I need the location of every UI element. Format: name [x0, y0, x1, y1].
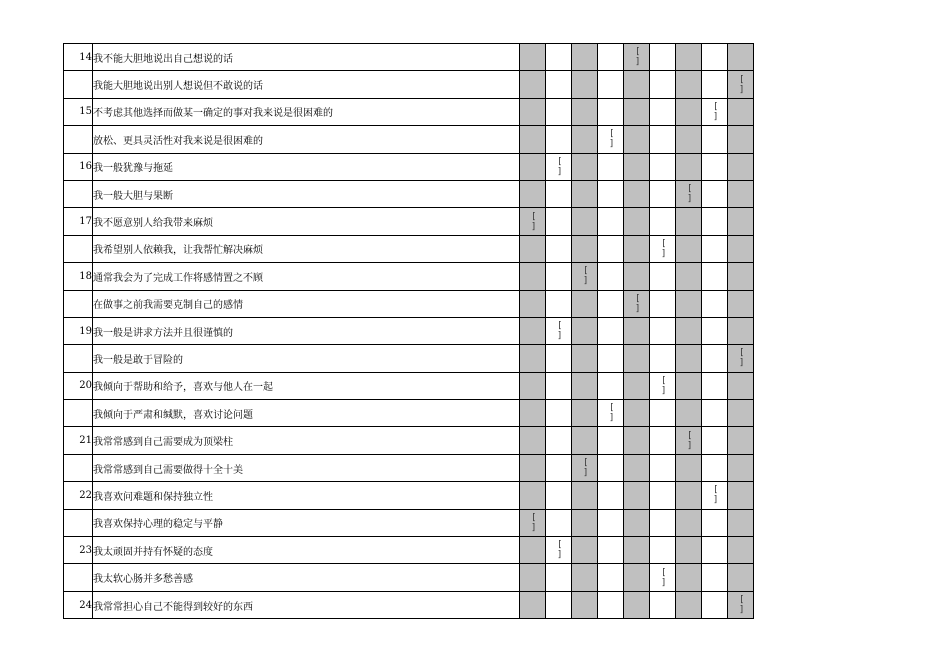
bracket-close: ] — [713, 111, 719, 122]
bracket-open: [ — [713, 485, 719, 496]
answer-cell[interactable] — [676, 454, 702, 481]
answer-cell[interactable] — [676, 153, 702, 180]
bracket-close: ] — [661, 248, 667, 259]
answer-cell[interactable] — [546, 126, 572, 153]
answer-cell[interactable] — [598, 44, 624, 71]
answer-cell[interactable] — [546, 263, 572, 290]
answer-cell[interactable] — [624, 591, 650, 618]
bracket-close: ] — [687, 194, 693, 205]
answer-cell[interactable] — [546, 71, 572, 98]
answer-cell[interactable] — [650, 537, 676, 564]
answer-cell[interactable] — [728, 400, 754, 427]
bracket-close: ] — [661, 385, 667, 396]
bracket-open: [ — [687, 430, 693, 441]
statement-text: 不考虑其他选择而做某一确定的事对我来说是很困难的 — [93, 98, 520, 125]
answer-cell[interactable] — [520, 372, 546, 399]
answer-cell[interactable] — [624, 126, 650, 153]
statement-text: 我不能大胆地说出自己想说的话 — [93, 44, 520, 71]
answer-cell[interactable] — [702, 537, 728, 564]
question-row — [64, 537, 754, 564]
answer-cell[interactable] — [520, 290, 546, 317]
answer-cell[interactable] — [728, 180, 754, 207]
answer-cell[interactable] — [624, 400, 650, 427]
answer-cell[interactable] — [702, 400, 728, 427]
bracket-open: [ — [713, 101, 719, 112]
answer-cell[interactable] — [546, 482, 572, 509]
question-row — [64, 98, 754, 125]
statement-text: 我倾向于帮助和给予，喜欢与他人在一起 — [93, 372, 520, 399]
bracket-close: ] — [557, 166, 563, 177]
answer-cell[interactable] — [546, 509, 572, 536]
answer-cell[interactable] — [728, 263, 754, 290]
answer-cell[interactable] — [598, 564, 624, 591]
bracket-open: [ — [635, 47, 641, 58]
answer-cell[interactable] — [598, 263, 624, 290]
question-number — [64, 126, 93, 153]
statement-text: 我一般犹豫与拖延 — [93, 153, 520, 180]
bracket-open: [ — [557, 156, 563, 167]
bracket-open: [ — [739, 74, 745, 85]
statement-text: 我能大胆地说出别人想说但不敢说的话 — [93, 71, 520, 98]
bracket-close: ] — [557, 550, 563, 561]
answer-cell[interactable] — [624, 290, 650, 317]
answer-cell[interactable] — [728, 454, 754, 481]
bracket-close: ] — [739, 358, 745, 369]
answer-cell[interactable] — [624, 180, 650, 207]
bracket-close: ] — [609, 413, 615, 424]
answer-cell[interactable] — [728, 591, 754, 618]
answer-cell[interactable] — [546, 564, 572, 591]
answer-cell[interactable] — [728, 208, 754, 235]
bracket-open: [ — [531, 211, 537, 222]
bracket-close: ] — [739, 605, 745, 615]
answer-cell[interactable] — [650, 290, 676, 317]
answer-cell[interactable] — [650, 153, 676, 180]
answer-cell[interactable] — [728, 482, 754, 509]
question-row — [64, 564, 754, 591]
answer-cell[interactable] — [520, 345, 546, 372]
answer-cell[interactable] — [572, 400, 598, 427]
answer-cell[interactable] — [598, 345, 624, 372]
bracket-open: [ — [739, 348, 745, 359]
answer-cell[interactable] — [572, 44, 598, 71]
answer-cell[interactable] — [650, 263, 676, 290]
bracket-open: [ — [739, 595, 745, 605]
answer-cell[interactable] — [598, 372, 624, 399]
answer-cell[interactable] — [676, 345, 702, 372]
answer-cell[interactable] — [702, 372, 728, 399]
bracket-open: [ — [661, 375, 667, 386]
answer-cell[interactable] — [598, 427, 624, 454]
answer-cell[interactable] — [650, 180, 676, 207]
bracket-open: [ — [531, 512, 537, 523]
bracket-close: ] — [635, 303, 641, 314]
answer-cell[interactable] — [650, 208, 676, 235]
answer-cell[interactable] — [702, 564, 728, 591]
answer-cell[interactable] — [598, 317, 624, 344]
answer-cell[interactable] — [702, 317, 728, 344]
question-number: 22 — [64, 482, 93, 509]
statement-text: 我太软心肠并多愁善感 — [93, 564, 520, 591]
answer-cell[interactable] — [624, 208, 650, 235]
answer-cell[interactable] — [624, 98, 650, 125]
answer-cell[interactable] — [702, 509, 728, 536]
question-number: 16 — [64, 153, 93, 180]
answer-cell[interactable] — [546, 372, 572, 399]
answer-cell[interactable] — [520, 564, 546, 591]
statement-text: 我一般大胆与果断 — [93, 180, 520, 207]
questionnaire-table — [63, 43, 754, 619]
bracket-close: ] — [687, 440, 693, 451]
answer-cell[interactable] — [702, 345, 728, 372]
question-number: 15 — [64, 98, 93, 125]
answer-cell[interactable] — [546, 98, 572, 125]
answer-cell[interactable] — [676, 400, 702, 427]
answer-cell[interactable] — [546, 400, 572, 427]
answer-cell[interactable] — [676, 509, 702, 536]
answer-cell[interactable] — [728, 290, 754, 317]
question-number: 23 — [64, 537, 93, 564]
answer-cell[interactable] — [702, 208, 728, 235]
bracket-close: ] — [583, 276, 589, 287]
bracket-open: [ — [557, 540, 563, 551]
answer-cell[interactable] — [598, 482, 624, 509]
answer-cell[interactable] — [572, 290, 598, 317]
answer-cell[interactable] — [624, 345, 650, 372]
answer-cell[interactable] — [676, 126, 702, 153]
statement-text: 在做事之前我需要克制自己的感情 — [93, 290, 520, 317]
answer-cell[interactable] — [650, 454, 676, 481]
answer-cell[interactable] — [650, 482, 676, 509]
bracket-close: ] — [739, 84, 745, 95]
answer-cell[interactable] — [572, 509, 598, 536]
answer-cell[interactable] — [728, 235, 754, 262]
question-number — [64, 180, 93, 207]
answer-cell[interactable] — [624, 372, 650, 399]
statement-text: 我喜欢问难题和保持独立性 — [93, 482, 520, 509]
answer-cell[interactable] — [546, 153, 572, 180]
question-row — [64, 126, 754, 153]
answer-cell[interactable] — [572, 345, 598, 372]
answer-cell[interactable] — [650, 400, 676, 427]
answer-cell[interactable] — [546, 44, 572, 71]
answer-cell[interactable] — [702, 263, 728, 290]
answer-cell[interactable] — [598, 153, 624, 180]
question-row — [64, 372, 754, 399]
answer-cell[interactable] — [650, 509, 676, 536]
bracket-open: [ — [583, 458, 589, 469]
statement-text: 通常我会为了完成工作将感情置之不顾 — [93, 263, 520, 290]
bracket-open: [ — [583, 266, 589, 277]
answer-cell[interactable] — [520, 509, 546, 536]
answer-cell[interactable] — [702, 44, 728, 71]
question-number — [64, 71, 93, 98]
answer-cell[interactable] — [702, 153, 728, 180]
answer-cell[interactable] — [598, 290, 624, 317]
bracket-close: ] — [531, 522, 537, 533]
answer-cell[interactable] — [624, 509, 650, 536]
answer-cell[interactable] — [624, 263, 650, 290]
bracket-close: ] — [609, 139, 615, 150]
answer-cell[interactable] — [572, 71, 598, 98]
answer-cell[interactable] — [572, 235, 598, 262]
answer-cell[interactable] — [572, 153, 598, 180]
answer-cell[interactable] — [598, 71, 624, 98]
answer-cell[interactable] — [676, 564, 702, 591]
answer-cell[interactable] — [520, 427, 546, 454]
bracket-close: ] — [531, 221, 537, 232]
answer-cell[interactable] — [624, 454, 650, 481]
answer-cell[interactable] — [728, 98, 754, 125]
answer-cell[interactable] — [572, 317, 598, 344]
answer-cell[interactable] — [650, 126, 676, 153]
answer-cell[interactable] — [520, 180, 546, 207]
answer-cell[interactable] — [728, 537, 754, 564]
answer-cell[interactable] — [572, 564, 598, 591]
question-number — [64, 290, 93, 317]
answer-cell[interactable] — [676, 208, 702, 235]
statement-text: 我一般是敢于冒险的 — [93, 345, 520, 372]
answer-cell[interactable] — [728, 372, 754, 399]
answer-cell[interactable] — [650, 44, 676, 71]
answer-cell[interactable] — [520, 591, 546, 618]
answer-cell[interactable] — [650, 98, 676, 125]
answer-cell[interactable] — [572, 482, 598, 509]
answer-cell[interactable] — [624, 564, 650, 591]
answer-cell[interactable] — [572, 208, 598, 235]
question-row — [64, 482, 754, 509]
bracket-close: ] — [713, 495, 719, 506]
question-number — [64, 509, 93, 536]
bracket-open: [ — [609, 129, 615, 140]
question-row — [64, 208, 754, 235]
answer-cell[interactable] — [572, 454, 598, 481]
answer-cell[interactable] — [676, 180, 702, 207]
question-row — [64, 44, 754, 71]
question-number — [64, 235, 93, 262]
answer-cell[interactable] — [520, 126, 546, 153]
question-row — [64, 509, 754, 536]
answer-cell[interactable] — [728, 317, 754, 344]
answer-cell[interactable] — [520, 208, 546, 235]
answer-cell[interactable] — [572, 427, 598, 454]
statement-text: 我一般是讲求方法并且很谨慎的 — [93, 317, 520, 344]
answer-cell[interactable] — [728, 427, 754, 454]
question-row — [64, 591, 754, 618]
question-row — [64, 345, 754, 372]
answer-cell[interactable] — [546, 427, 572, 454]
statement-text: 我倾向于严肃和缄默，喜欢讨论问题 — [93, 400, 520, 427]
answer-cell[interactable] — [572, 372, 598, 399]
bracket-open: [ — [609, 403, 615, 414]
answer-cell[interactable] — [520, 482, 546, 509]
answer-cell[interactable] — [546, 290, 572, 317]
statement-text: 放松、更具灵活性对我来说是很困难的 — [93, 126, 520, 153]
question-number: 17 — [64, 208, 93, 235]
bracket-open: [ — [661, 567, 667, 578]
question-number — [64, 564, 93, 591]
answer-cell[interactable] — [676, 71, 702, 98]
answer-cell[interactable] — [546, 235, 572, 262]
answer-cell[interactable] — [728, 126, 754, 153]
answer-cell[interactable] — [676, 44, 702, 71]
answer-cell[interactable] — [728, 345, 754, 372]
answer-cell[interactable] — [598, 126, 624, 153]
question-row — [64, 290, 754, 317]
statement-text: 我常常感到自己需要做得十全十美 — [93, 454, 520, 481]
answer-cell[interactable] — [676, 290, 702, 317]
answer-cell[interactable] — [650, 235, 676, 262]
answer-cell[interactable] — [676, 317, 702, 344]
answer-cell[interactable] — [546, 317, 572, 344]
question-row — [64, 317, 754, 344]
statement-text: 我喜欢保持心理的稳定与平静 — [93, 509, 520, 536]
answer-cell[interactable] — [650, 427, 676, 454]
answer-cell[interactable] — [676, 235, 702, 262]
question-number — [64, 400, 93, 427]
answer-cell[interactable] — [728, 71, 754, 98]
question-number: 19 — [64, 317, 93, 344]
answer-cell[interactable] — [520, 317, 546, 344]
question-row — [64, 454, 754, 481]
statement-text: 我不愿意别人给我带来麻烦 — [93, 208, 520, 235]
answer-cell[interactable] — [572, 537, 598, 564]
answer-cell[interactable] — [676, 591, 702, 618]
bracket-open: [ — [687, 184, 693, 195]
answer-cell[interactable] — [520, 537, 546, 564]
answer-cell[interactable] — [598, 454, 624, 481]
answer-cell[interactable] — [598, 400, 624, 427]
answer-cell[interactable] — [676, 482, 702, 509]
question-number: 24 — [64, 591, 93, 618]
question-row — [64, 263, 754, 290]
answer-cell[interactable] — [520, 235, 546, 262]
answer-cell[interactable] — [676, 263, 702, 290]
answer-cell[interactable] — [702, 454, 728, 481]
answer-cell[interactable] — [728, 44, 754, 71]
bracket-close: ] — [557, 331, 563, 342]
bracket-open: [ — [557, 321, 563, 332]
answer-cell[interactable] — [572, 263, 598, 290]
answer-cell[interactable] — [702, 126, 728, 153]
answer-cell[interactable] — [520, 44, 546, 71]
answer-cell[interactable] — [728, 509, 754, 536]
answer-cell[interactable] — [572, 591, 598, 618]
answer-cell[interactable] — [520, 263, 546, 290]
answer-cell[interactable] — [520, 454, 546, 481]
question-row — [64, 71, 754, 98]
answer-cell[interactable] — [650, 372, 676, 399]
answer-cell[interactable] — [598, 180, 624, 207]
answer-cell[interactable] — [546, 180, 572, 207]
answer-cell[interactable] — [676, 98, 702, 125]
answer-cell[interactable] — [702, 235, 728, 262]
answer-cell[interactable] — [624, 44, 650, 71]
answer-cell[interactable] — [520, 153, 546, 180]
answer-cell[interactable] — [572, 98, 598, 125]
question-number: 20 — [64, 372, 93, 399]
answer-cell[interactable] — [728, 564, 754, 591]
answer-cell[interactable] — [598, 98, 624, 125]
answer-cell[interactable] — [702, 482, 728, 509]
answer-cell[interactable] — [650, 71, 676, 98]
answer-cell[interactable] — [702, 180, 728, 207]
answer-cell[interactable] — [702, 98, 728, 125]
answer-cell[interactable] — [546, 454, 572, 481]
bracket-close: ] — [583, 468, 589, 479]
answer-cell[interactable] — [650, 317, 676, 344]
question-row — [64, 400, 754, 427]
answer-cell[interactable] — [520, 400, 546, 427]
bracket-open: [ — [661, 238, 667, 249]
question-number — [64, 454, 93, 481]
answer-cell[interactable] — [676, 427, 702, 454]
answer-cell[interactable] — [598, 509, 624, 536]
statement-text: 我希望别人依赖我，让我帮忙解决麻烦 — [93, 235, 520, 262]
answer-cell[interactable] — [520, 98, 546, 125]
answer-cell[interactable] — [624, 153, 650, 180]
answer-cell[interactable] — [624, 317, 650, 344]
answer-cell[interactable] — [676, 372, 702, 399]
answer-cell[interactable] — [624, 427, 650, 454]
answer-cell[interactable] — [702, 290, 728, 317]
answer-cell[interactable] — [650, 591, 676, 618]
bracket-close: ] — [635, 57, 641, 68]
question-row — [64, 235, 754, 262]
answer-cell[interactable] — [624, 235, 650, 262]
answer-cell[interactable] — [650, 564, 676, 591]
answer-cell[interactable] — [598, 235, 624, 262]
bracket-open: [ — [635, 293, 641, 304]
question-row — [64, 427, 754, 454]
answer-cell[interactable] — [624, 482, 650, 509]
statement-text: 我常常担心自己不能得到较好的东西 — [93, 591, 520, 618]
answer-cell[interactable] — [546, 345, 572, 372]
answer-cell[interactable] — [728, 153, 754, 180]
question-number: 14 — [64, 44, 93, 71]
answer-cell[interactable] — [546, 208, 572, 235]
answer-cell[interactable] — [624, 537, 650, 564]
answer-cell[interactable] — [676, 537, 702, 564]
question-row — [64, 153, 754, 180]
answer-cell[interactable] — [520, 71, 546, 98]
statement-text: 我太顽固并持有怀疑的态度 — [93, 537, 520, 564]
statement-text: 我常常感到自己需要成为顶梁柱 — [93, 427, 520, 454]
bracket-close: ] — [661, 577, 667, 588]
questionnaire-rows — [64, 44, 754, 619]
answer-cell[interactable] — [572, 180, 598, 207]
answer-cell[interactable] — [598, 208, 624, 235]
answer-cell[interactable] — [624, 71, 650, 98]
answer-cell[interactable] — [650, 345, 676, 372]
answer-cell[interactable] — [598, 591, 624, 618]
question-row — [64, 180, 754, 207]
question-number: 18 — [64, 263, 93, 290]
question-number — [64, 345, 93, 372]
answer-cell[interactable] — [702, 591, 728, 618]
question-number: 21 — [64, 427, 93, 454]
answer-cell[interactable] — [546, 591, 572, 618]
answer-cell[interactable] — [572, 126, 598, 153]
answer-cell[interactable] — [702, 427, 728, 454]
answer-cell[interactable] — [598, 537, 624, 564]
answer-cell[interactable] — [546, 537, 572, 564]
answer-cell[interactable] — [702, 71, 728, 98]
